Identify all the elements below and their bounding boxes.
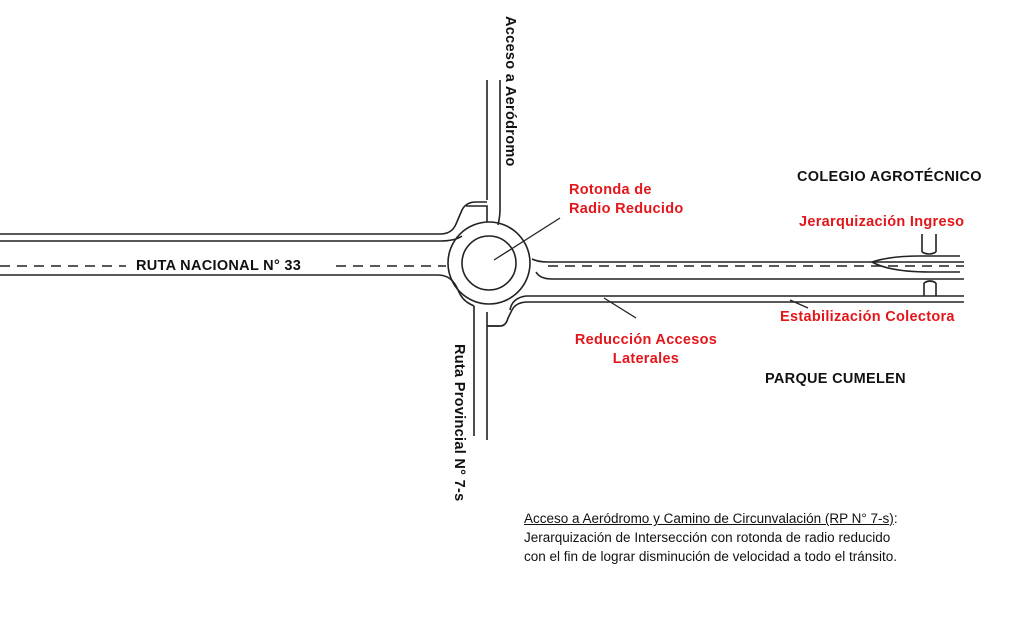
label-ruta-nacional: RUTA NACIONAL N° 33 <box>132 258 305 274</box>
rn33-west-south-edge <box>0 275 474 306</box>
note-title: Acceso a Aeródromo y Camino de Circunvalación (RP N° 7-s) <box>524 511 894 526</box>
explanatory-note <box>524 509 964 566</box>
ingreso-island-lower <box>872 262 960 272</box>
annotation-rotonda <box>569 181 684 219</box>
note-line-2: con el fin de lograr disminución de velocidad a todo el tránsito. <box>524 549 897 564</box>
ingreso-south-cap <box>924 281 936 283</box>
leader-reduccion <box>604 298 636 318</box>
note-title-row <box>524 509 964 528</box>
colectora-north-edge <box>510 296 964 310</box>
ingreso-island-upper <box>872 256 960 262</box>
annotation-rotonda-line2: Radio Reducido <box>569 201 684 217</box>
annotation-reduccion-line2: Laterales <box>612 351 680 367</box>
label-ruta-provincial: Ruta Provincial N° 7-s <box>451 344 467 502</box>
annotation-jerarquizacion-ingreso: Jerarquización Ingreso <box>799 214 965 230</box>
annotation-rotonda-line1: Rotonda de <box>569 182 652 198</box>
ingreso-north-cap <box>922 252 936 254</box>
annotation-reduccion-line1: Reducción Accesos <box>574 332 718 348</box>
aerodromo-east-edge <box>498 80 500 225</box>
aerodromo-left-island <box>466 206 487 222</box>
label-acceso-aerodromo: Acceso a Aeródromo <box>502 16 518 167</box>
rn33-west-inner-north-edge <box>0 236 462 241</box>
label-colegio: COLEGIO AGROTÉCNICO <box>797 169 982 185</box>
rn33-east-north-edge <box>532 259 964 262</box>
annotation-reduccion <box>560 331 732 369</box>
roundabout-outer <box>448 222 530 304</box>
label-parque: PARQUE CUMELEN <box>765 371 906 387</box>
rn33-west-outer-north-edge <box>0 202 487 234</box>
note-line-1: Jerarquización de Intersección con rotonda de radio reducido <box>524 530 891 545</box>
roundabout-inner <box>462 236 516 290</box>
note-title-suffix: : <box>893 511 898 526</box>
annotation-estabilizacion-colectora: Estabilización Colectora <box>780 309 955 325</box>
rn33-east-south-edge <box>536 272 964 279</box>
